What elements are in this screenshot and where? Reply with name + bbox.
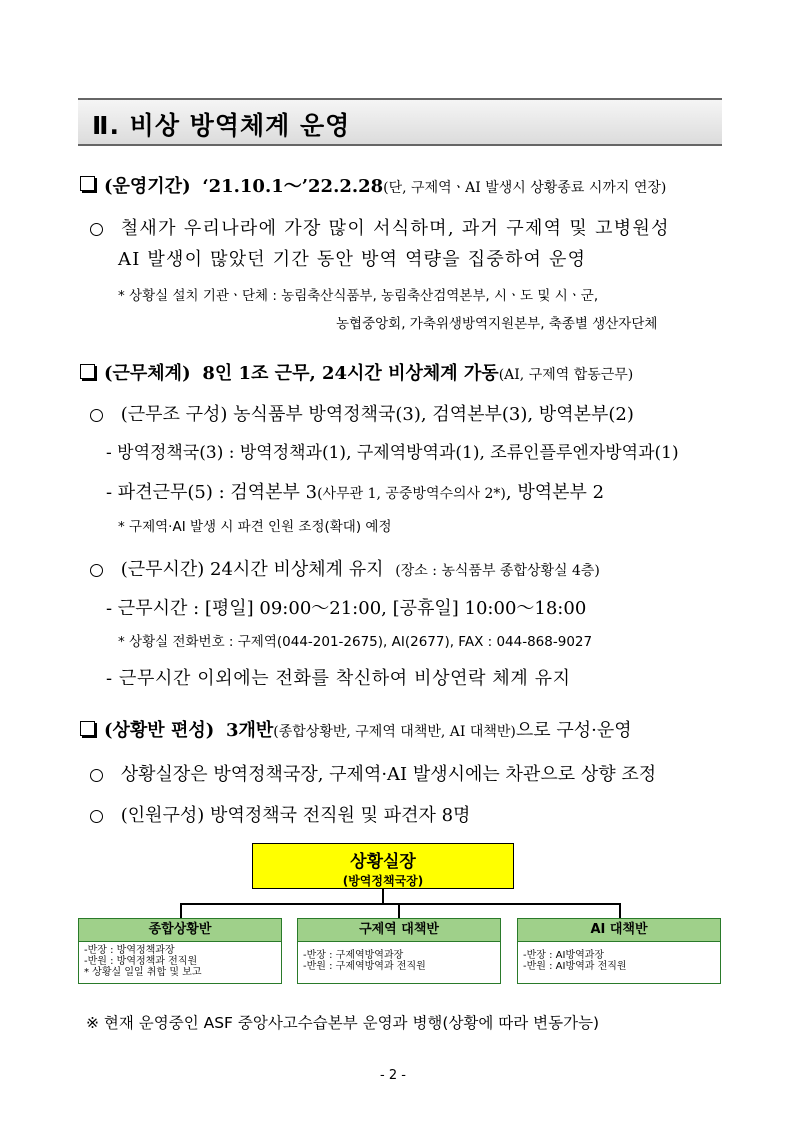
org-dept-name: 구제역 대책반 <box>298 919 500 942</box>
s2-dash2-a: - 파견근무(5) : 검역본부 3 <box>106 482 318 503</box>
s2-dash2-b: (사무관 1, 공중방역수의사 2*) <box>317 486 506 502</box>
s2-heading <box>104 359 633 385</box>
s2-bullet1 <box>90 400 634 426</box>
org-dept-line: -반장 : 방역정책과장 <box>84 945 175 956</box>
org-head-subtitle: (방역정책국장) <box>342 874 424 888</box>
s2-bullet2-a: (근무시간) 24시간 비상체계 유지 <box>120 559 384 580</box>
s3-bullet2-text: (인원구성) 방역정책국 전직원 및 파견자 8명 <box>120 805 471 826</box>
s3-bullet2 <box>90 801 470 827</box>
section-title: Ⅱ. 비상 방역체계 운영 <box>92 111 351 140</box>
circle-bullet-icon <box>90 769 103 782</box>
org-dept-line: -반원 : AI방역과 전직원 <box>523 961 627 972</box>
s2-note: (AI, 구제역 합동근무) <box>498 367 634 383</box>
org-dept-name: 종합상황반 <box>79 919 281 942</box>
org-connector-line <box>180 903 182 918</box>
s1-star-line2: 농협중앙회, 가축위생방역지원본부, 축종별 생산자단체 <box>336 316 658 332</box>
page-number: - 2 - <box>380 1068 406 1083</box>
s2-dash4: - 근무시간 이외에는 전화를 착신하여 비상연락 체계 유지 <box>106 668 571 689</box>
circle-bullet-icon <box>90 810 103 823</box>
s1-bullet1 <box>90 214 670 240</box>
org-dept-line: * 상황실 일일 취합 및 보고 <box>84 967 202 978</box>
footnote: ※ 현재 운영중인 ASF 중앙사고수습본부 운영과 병행(상황에 따라 변동가능) <box>86 1014 600 1032</box>
s2-label: (근무체계) <box>104 363 191 384</box>
org-connector-line <box>619 903 621 918</box>
s2-bullet2-b: (장소 : 농식품부 종합상황실 4층) <box>395 563 600 579</box>
s2-dash3: - 근무시간 : [평일] 09:00～21:00, [공휴일] 10:00～18:00 <box>106 598 587 619</box>
s1-period: ‘21.10.1～’22.2.28 <box>202 176 384 197</box>
checkbox-icon <box>80 721 95 736</box>
s2-bullet1-text: (근무조 구성) 농식품부 방역정책국(3), 검역본부(3), 방역본부(2) <box>120 404 634 425</box>
s3-main-a: 3개반 <box>225 720 274 741</box>
org-dept-name: AI 대책반 <box>518 919 720 942</box>
checkbox-icon <box>80 176 95 191</box>
circle-bullet-icon <box>90 564 103 577</box>
s1-label: (운영기간) <box>104 176 191 197</box>
org-connector-line <box>398 903 400 918</box>
circle-bullet-icon <box>90 409 103 422</box>
s1-note: (단, 구제역ㆍAI 발생시 상황종료 시까지 연장) <box>383 180 667 196</box>
org-connector-line <box>382 889 384 904</box>
s3-heading <box>104 716 632 742</box>
s2-dash2 <box>106 478 604 504</box>
circle-bullet-icon <box>90 223 103 236</box>
org-dept-box <box>78 918 282 984</box>
s2-bullet2 <box>90 555 600 581</box>
org-head-title: 상황실장 <box>350 852 416 872</box>
s3-bullet1-text: 상황실장은 방역정책국장, 구제역·AI 발생시에는 차관으로 상향 조정 <box>120 764 657 785</box>
checkbox-icon <box>80 364 95 379</box>
org-dept-line: -반원 : 방역정책과 전직원 <box>84 956 198 967</box>
s3-main-b: (종합상황반, 구제역 대책반, AI 대책반) <box>273 724 516 740</box>
org-connector-line <box>180 903 620 905</box>
s2-dash2-c: , 방역본부 2 <box>505 482 605 503</box>
s1-bullet1-line1: 철새가 우리나라에 가장 많이 서식하며, 과거 구제역 및 고병원성 <box>120 218 670 239</box>
s1-bullet1-line2: AI 발생이 많았던 기간 동안 방역 역량을 집중하여 운영 <box>118 249 587 270</box>
org-dept-line: -반장 : AI방역과장 <box>523 950 605 961</box>
org-dept-box <box>297 918 501 984</box>
org-chart-head-box <box>252 843 514 889</box>
s2-main: 8인 1조 근무, 24시간 비상체계 가동 <box>202 363 499 384</box>
s1-star-line1: * 상황실 설치 기관ㆍ단체 : 농림축산식품부, 농림축산검역본부, 시ㆍ도 및 시ㆍ군, <box>118 288 599 304</box>
s3-label: (상황반 편성) <box>104 720 215 741</box>
s3-main-c: 으로 구성·운영 <box>515 720 632 741</box>
org-dept-box <box>517 918 721 984</box>
section-title-bar <box>78 98 722 146</box>
s3-bullet1 <box>90 760 656 786</box>
org-dept-line: -반원 : 구제역방역과 전직원 <box>303 961 426 972</box>
s2-dash1: - 방역정책국(3) : 방역정책과(1), 구제역방역과(1), 조류인플루엔자방역과(1) <box>106 443 679 463</box>
s1-heading <box>104 172 666 198</box>
org-dept-line: -반장 : 구제역방역과장 <box>303 950 404 961</box>
s2-star-note: * 구제역·AI 발생 시 파견 인원 조정(확대) 예정 <box>118 519 392 535</box>
s2-phone-note: * 상황실 전화번호 : 구제역(044-201-2675), AI(2677), FAX : 044-868-9027 <box>118 634 593 650</box>
